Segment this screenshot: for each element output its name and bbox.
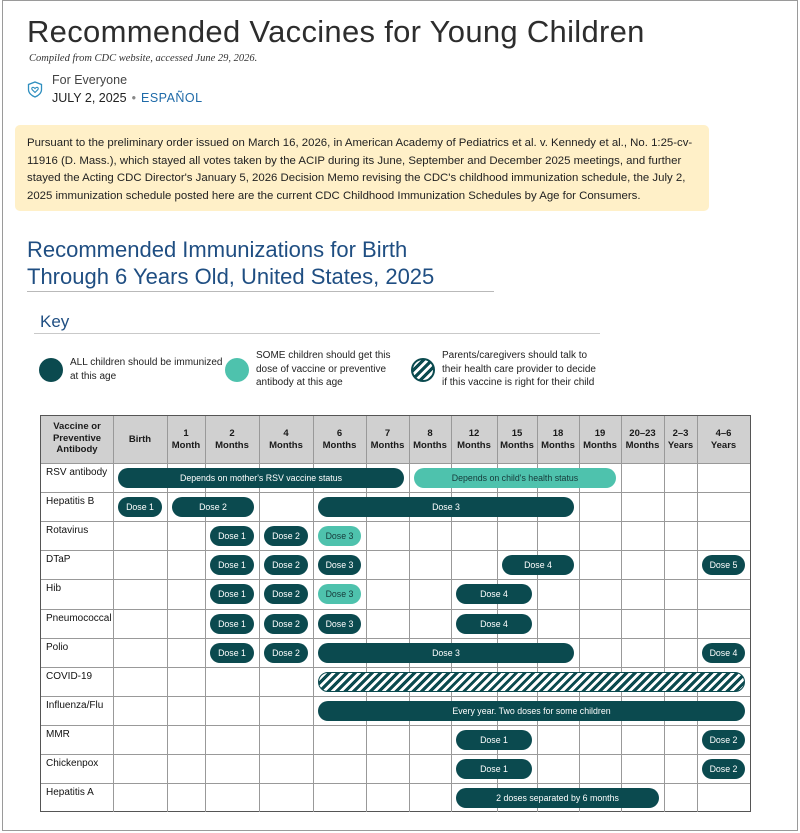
table-header-vaccine-line: Vaccine or xyxy=(53,421,101,432)
table-header-age-value: 8 xyxy=(427,428,433,439)
table-header-age-unit: Month xyxy=(171,439,201,451)
table-row-label: COVID-19 xyxy=(46,670,93,682)
table-row-divider xyxy=(41,638,750,639)
table-header-age-text xyxy=(668,428,693,451)
dose-bar xyxy=(210,643,254,663)
table-row-label: Polio xyxy=(46,641,69,653)
dose-bar xyxy=(118,497,162,517)
table-header-age-value: 12 xyxy=(468,428,480,439)
dose-bar xyxy=(702,730,745,750)
table-header-age-text xyxy=(215,428,249,451)
dose-bar-label: Dose 2 xyxy=(199,502,227,513)
table-row-divider xyxy=(41,492,750,493)
dose-bar xyxy=(318,614,361,634)
table-header-age xyxy=(697,416,750,463)
dose-bar-label: Dose 5 xyxy=(709,560,738,571)
dose-bar xyxy=(264,526,308,546)
table-header-vaccine-line: Preventive xyxy=(52,432,102,444)
legend-some-label: SOME children should get this dose of vaccine or preventive antibody at this age xyxy=(256,350,391,388)
table-column-divider xyxy=(409,416,410,812)
table-row-divider xyxy=(41,783,750,784)
dose-bar xyxy=(264,614,308,634)
table-header-age xyxy=(409,416,451,463)
dose-bar xyxy=(456,614,532,634)
dose-bar-label: Dose 3 xyxy=(325,560,354,571)
table-row-divider xyxy=(41,696,750,697)
table-row-divider xyxy=(41,521,750,522)
table-header-age-text xyxy=(500,428,534,451)
dose-bar xyxy=(210,584,254,604)
dose-bar-label: Dose 2 xyxy=(272,589,300,600)
dose-bar xyxy=(172,497,254,517)
table-header-age xyxy=(621,416,664,463)
immunization-schedule-table xyxy=(40,415,751,812)
table-header-age xyxy=(259,416,313,463)
audience-label: For Everyone xyxy=(52,73,128,87)
legend-some-swatch xyxy=(225,358,249,382)
table-header-age-value: 2 xyxy=(229,428,235,439)
table-header-age xyxy=(167,416,205,463)
key-title: Key xyxy=(40,312,70,331)
table-column-divider xyxy=(664,416,665,812)
legend-all-swatch xyxy=(39,358,63,382)
dose-bar-label: Dose 1 xyxy=(218,531,246,542)
table-header-age-unit: Months xyxy=(541,439,575,451)
table-header-age xyxy=(113,416,167,463)
table-header-age-unit: Months xyxy=(583,439,617,451)
dose-bar xyxy=(318,526,361,546)
table-row-divider xyxy=(41,754,750,755)
dose-bar xyxy=(210,614,254,634)
schedule-title xyxy=(27,236,434,290)
dose-bar xyxy=(210,555,254,575)
table-header-age-unit: Months xyxy=(322,439,357,451)
dose-bar-label: Dose 3 xyxy=(325,531,354,542)
table-row-label: Rotavirus xyxy=(46,525,89,537)
table-header-age-value: 6 xyxy=(336,428,343,439)
table-header-age xyxy=(366,416,409,463)
legend-all-label: ALL children should be immunized at this age xyxy=(70,357,223,382)
table-row-label: Hepatitis B xyxy=(46,496,95,508)
table-header-age-unit: Years xyxy=(667,439,694,451)
table-column-divider xyxy=(697,416,698,812)
table-header-age-text xyxy=(711,428,736,451)
dose-bar xyxy=(318,584,361,604)
table-column-divider xyxy=(113,416,114,812)
table-row-divider xyxy=(41,550,750,551)
dose-bar xyxy=(456,584,532,604)
dose-bar-label: Dose 2 xyxy=(272,531,300,542)
table-header-vaccine-text xyxy=(41,421,113,456)
schedule-title-line2: Through 6 Years Old, United States, 2025 xyxy=(27,264,435,289)
table-header-age-value: 18 xyxy=(552,428,564,439)
dose-bar xyxy=(414,468,616,488)
table-row-divider xyxy=(41,667,750,668)
table-header-age-value: 20–23 xyxy=(629,428,656,439)
dose-bar-label: Dose 2 xyxy=(709,764,738,775)
separator-dot: • xyxy=(131,91,136,105)
table-header-age-value: 15 xyxy=(511,428,523,439)
dose-bar-label: Dose 1 xyxy=(126,502,154,513)
dose-bar xyxy=(702,643,745,663)
table-header-age-text xyxy=(413,428,447,451)
dose-bar xyxy=(702,759,745,779)
language-link[interactable]: ESPAÑOL xyxy=(140,91,203,105)
table-row-label: Pneumococcal xyxy=(46,612,112,624)
table-column-divider xyxy=(621,416,622,812)
dose-bar-label: Dose 4 xyxy=(480,589,508,600)
table-header-age-text xyxy=(371,428,405,451)
table-row-divider xyxy=(41,609,750,610)
dose-bar xyxy=(318,497,574,517)
dose-bar-label: Dose 2 xyxy=(272,647,300,658)
table-header-age-text xyxy=(457,428,491,451)
dose-bar-label: Depends on mother's RSV vaccine status xyxy=(179,473,343,484)
dose-bar xyxy=(456,730,532,750)
dose-bar xyxy=(502,555,574,575)
dose-bar-label: Dose 1 xyxy=(218,589,246,600)
dose-bar xyxy=(318,643,574,663)
table-header-age-text xyxy=(129,434,151,446)
page-title: Recommended Vaccines for Young Children xyxy=(27,14,645,49)
key-divider xyxy=(34,333,600,334)
table-header-age-unit: Years xyxy=(710,439,737,451)
table-header-vaccine xyxy=(41,416,113,463)
dose-bar xyxy=(318,555,361,575)
table-row-divider xyxy=(41,463,750,464)
table-header-age-unit: Months xyxy=(625,439,660,451)
table-header-age-value: 4–6 xyxy=(715,428,732,439)
dose-bar-label: 2 doses separated by 6 months xyxy=(496,793,619,804)
table-header-age-unit: Months xyxy=(370,439,405,451)
dose-bar xyxy=(318,672,745,692)
dose-bar-label: Dose 4 xyxy=(480,618,508,629)
dose-bar xyxy=(702,555,745,575)
dateline xyxy=(52,91,203,105)
dose-bar-label: Dose 1 xyxy=(218,560,246,571)
table-header-age-unit: Months xyxy=(500,439,534,451)
dose-bar-label: Dose 3 xyxy=(432,647,460,658)
dose-bar-label: Every year. Two doses for some children xyxy=(452,705,611,716)
table-header-age-text xyxy=(583,428,617,451)
dose-bar-label: Dose 4 xyxy=(524,560,552,571)
table-header-age xyxy=(313,416,366,463)
shield-heart-icon xyxy=(27,81,43,98)
legend-discuss-label: Parents/caregivers should talk to their health care provider to decide if this vaccine is right for their child xyxy=(442,350,596,388)
dose-bar-label: Dose 2 xyxy=(272,618,300,629)
dose-bar xyxy=(264,555,308,575)
dose-bar xyxy=(318,701,745,721)
table-header-age-unit: Months xyxy=(269,439,303,451)
table-row-divider xyxy=(41,725,750,726)
table-header-age-value: 7 xyxy=(384,428,391,439)
table-header-age xyxy=(205,416,259,463)
dose-bar-label: Dose 1 xyxy=(218,647,246,658)
dose-bar xyxy=(264,584,308,604)
dose-bar-label: Dose 2 xyxy=(709,734,738,745)
dose-bar-label: Dose 1 xyxy=(218,618,246,629)
dose-bar xyxy=(456,788,659,808)
table-header-age-text xyxy=(323,428,357,451)
dose-bar-label: Dose 1 xyxy=(480,764,508,775)
compiled-note: Compiled from CDC website, accessed June 29, 2026. xyxy=(29,53,258,64)
table-header-age-text xyxy=(541,428,575,451)
table-header-age-value: 2–3 xyxy=(672,428,689,439)
dose-bar-label: Dose 3 xyxy=(432,502,460,513)
dose-bar-label: Depends on child's health status xyxy=(451,473,579,484)
dose-bar xyxy=(118,468,404,488)
publish-date: JULY 2, 2025 xyxy=(52,91,127,105)
dose-bar-label: Dose 2 xyxy=(272,560,300,571)
table-row-label: Influenza/Flu xyxy=(46,699,104,711)
table-header-age-unit: Months xyxy=(457,439,491,451)
court-order-notice: Pursuant to the preliminary order issued on March 16, 2026, in American Academy of Pediatrics et al. v. Kennedy et al., No. 1:25-cv-11916 (D. Mass.), which stayed all votes taken by the ACIP during its June, September and December 2025 meetings, and further stayed the Acting CDC Director's January 5, 2026 Decision Memo revising the CDC's childhood immunization schedule, the July 2, 2025 immunization schedule posted here are the current CDC Childhood Immunization Schedules by Age for Consumers. xyxy=(15,125,709,211)
table-header-age-unit: Months xyxy=(215,439,249,451)
schedule-title-line1: Recommended Immunizations for Birth xyxy=(27,237,408,262)
table-header-age xyxy=(537,416,579,463)
title-divider xyxy=(27,291,494,292)
dose-bar xyxy=(210,526,254,546)
table-header-age-value: Birth xyxy=(128,433,152,445)
table-header-age-unit: Months xyxy=(413,439,447,451)
table-header-vaccine-line: Antibody xyxy=(56,444,98,455)
table-header-age-text xyxy=(172,428,201,451)
table-header-age xyxy=(451,416,497,463)
table-row-divider xyxy=(41,579,750,580)
dose-bar xyxy=(264,643,308,663)
legend-discuss-swatch xyxy=(411,358,435,382)
table-row-label: Chickenpox xyxy=(46,758,99,769)
dose-bar-label: Dose 3 xyxy=(325,618,354,629)
table-header-age xyxy=(664,416,697,463)
dose-bar xyxy=(456,759,532,779)
table-header-age-text xyxy=(626,428,660,451)
table-header-age xyxy=(579,416,621,463)
table-header-age-text xyxy=(269,428,303,451)
table-header-age-value: 19 xyxy=(594,428,606,439)
table-row-label: MMR xyxy=(46,728,70,740)
table-row-label: Hepatitis A xyxy=(46,787,94,799)
dose-bar-label: Dose 4 xyxy=(709,647,738,658)
dose-bar-label: Dose 1 xyxy=(480,734,508,745)
dose-bar-label: Dose 3 xyxy=(325,589,354,600)
table-header-age xyxy=(497,416,537,463)
table-row-label: DTaP xyxy=(46,554,71,566)
table-row-label: RSV antibody xyxy=(46,467,108,478)
table-row-label: Hib xyxy=(46,583,62,595)
table-header-age-value: 4 xyxy=(283,428,289,439)
table-header-age-value: 1 xyxy=(183,428,189,439)
